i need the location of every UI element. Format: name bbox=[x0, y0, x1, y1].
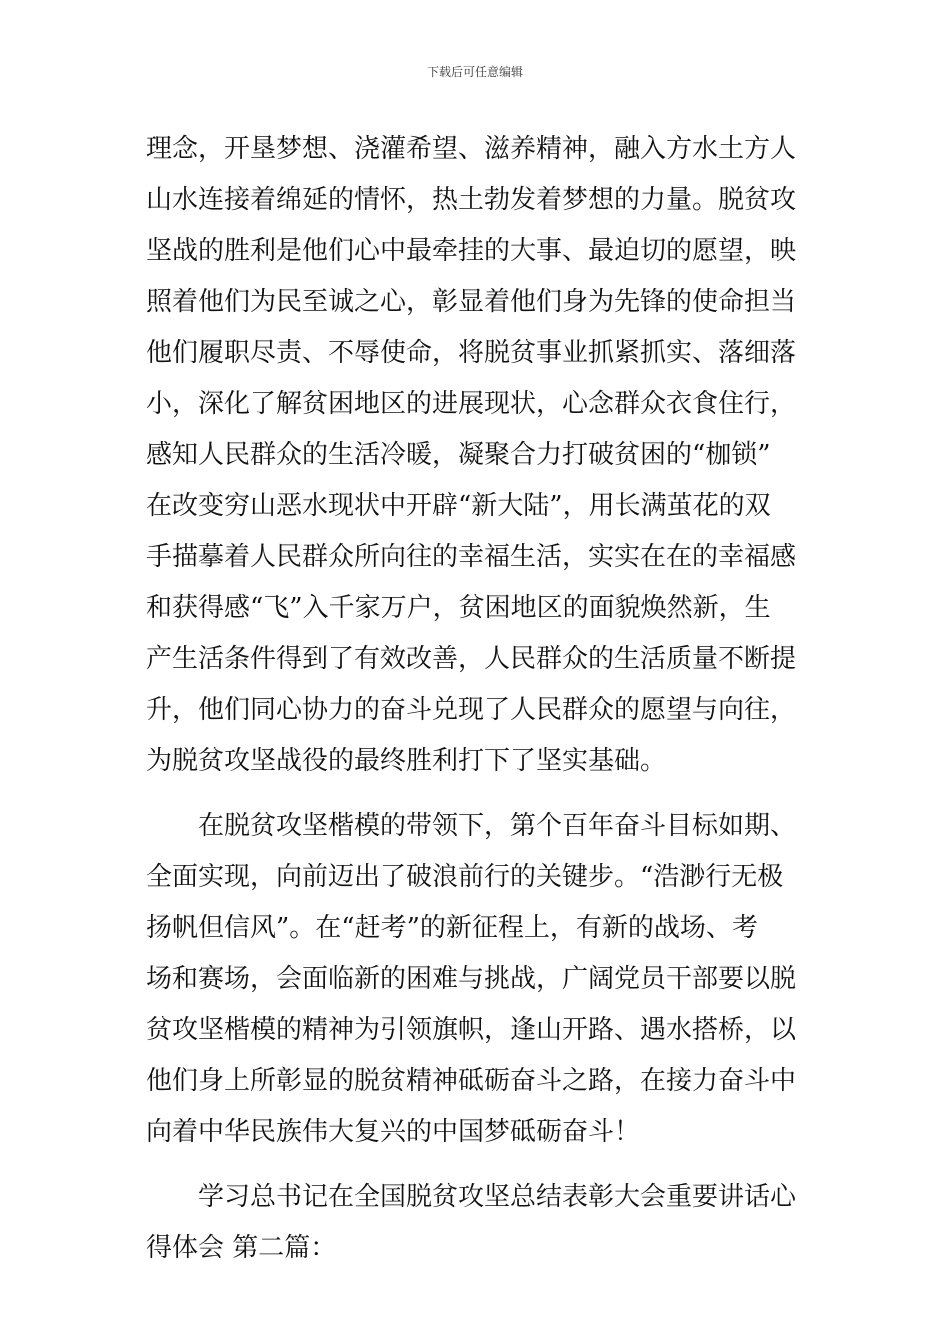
paragraph-2 bbox=[146, 801, 808, 1158]
text-line: 理念，开垦梦想、浇灌希望、滋养精神，融入方水土方人 bbox=[146, 134, 797, 164]
text-line: 在脱贫攻坚楷模的带领下，第个百年奋斗目标如期、 bbox=[146, 811, 797, 841]
text-line: 和获得感“飞”入千家万户，贫困地区的面貌焕然新，生 bbox=[146, 593, 771, 623]
text-line: 得体会 第二篇： bbox=[146, 1233, 337, 1263]
document-body bbox=[146, 124, 808, 1274]
text-line: 全面实现，向前迈出了破浪前行的关键步。“浩渺行无极 bbox=[146, 862, 784, 892]
text-line: 手描摹着人民群众所向往的幸福生活，实实在在的幸福感 bbox=[146, 542, 797, 572]
text-line: 坚战的胜利是他们心中最牵挂的大事、最迫切的愿望，映 bbox=[146, 236, 797, 266]
text-line: 山水连接着绵延的情怀，热土勃发着梦想的力量。脱贫攻 bbox=[146, 185, 797, 215]
text-line: 为脱贫攻坚战役的最终胜利打下了坚实基础。 bbox=[146, 746, 667, 776]
text-line: 感知人民群众的生活冷暖，凝聚合力打破贫困的“枷锁” bbox=[146, 440, 771, 470]
text-line: 升，他们同心协力的奋斗兑现了人民群众的愿望与向往， bbox=[146, 695, 797, 725]
paragraph-3 bbox=[146, 1172, 808, 1274]
text-line: 贫攻坚楷模的精神为引领旗帜，逢山开路、遇水搭桥，以 bbox=[146, 1015, 797, 1045]
text-line: 他们履职尽责、不辱使命，将脱贫事业抓紧抓实、落细落 bbox=[146, 338, 797, 368]
text-line: 在改变穷山恶水现状中开辟“新大陆”，用长满茧花的双 bbox=[146, 491, 771, 521]
paragraph-spacer bbox=[146, 1158, 808, 1172]
text-line: 向着中华民族伟大复兴的中国梦砥砺奋斗！ bbox=[146, 1117, 641, 1147]
text-line: 他们身上所彰显的脱贫精神砥砺奋斗之路，在接力奋斗中 bbox=[146, 1066, 797, 1096]
text-line: 产生活条件得到了有效改善，人民群众的生活质量不断提 bbox=[146, 644, 797, 674]
text-line: 照着他们为民至诚之心，彰显着他们身为先锋的使命担当 bbox=[146, 287, 797, 317]
text-line: 学习总书记在全国脱贫攻坚总结表彰大会重要讲话心 bbox=[146, 1182, 797, 1212]
paragraph-1 bbox=[146, 124, 808, 787]
text-line: 场和赛场，会面临新的困难与挑战，广阔党员干部要以脱 bbox=[146, 964, 797, 994]
text-line: 小，深化了解贫困地区的进展现状，心念群众衣食住行， bbox=[146, 389, 797, 419]
paragraph-spacer bbox=[146, 787, 808, 801]
text-line: 扬帆但信风”。在“赶考”的新征程上，有新的战场、考 bbox=[146, 913, 758, 943]
page-header: 下载后可任意编辑 bbox=[426, 65, 523, 79]
